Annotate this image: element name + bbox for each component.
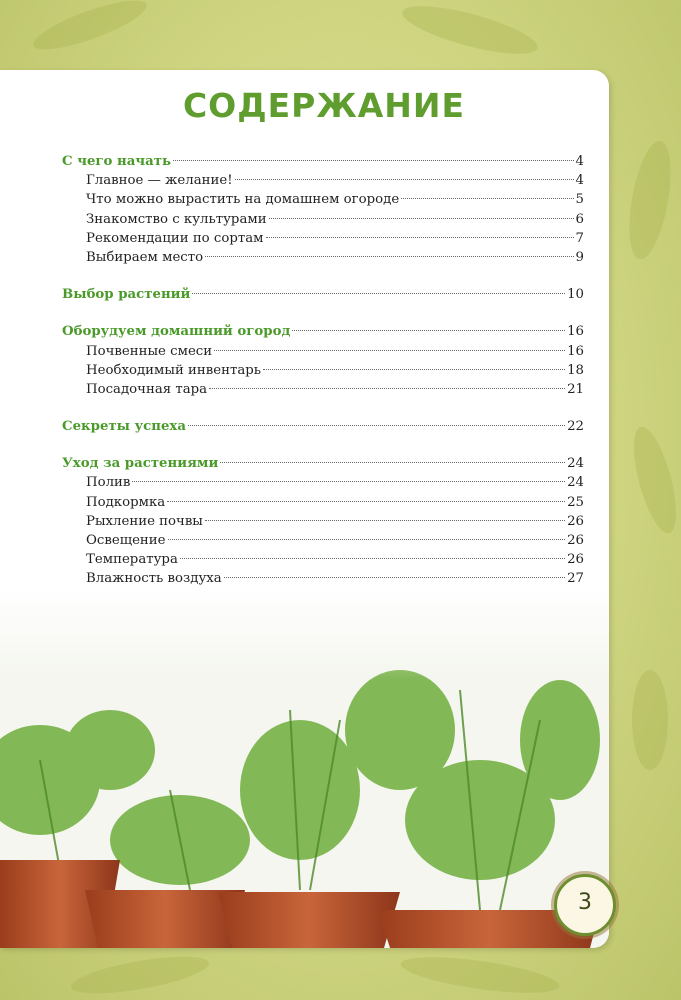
toc-section	[62, 322, 584, 399]
toc-entry-title: Подкормка	[86, 494, 166, 510]
toc-chapter[interactable]	[62, 285, 584, 304]
toc-entry-page-number: 26	[567, 533, 584, 548]
toc-entry-page-number: 25	[567, 494, 584, 510]
toc-chapter[interactable]	[62, 152, 584, 171]
dot-leader	[209, 388, 565, 389]
dot-leader	[220, 462, 565, 463]
toc-entry-page-number: 4	[575, 173, 584, 189]
dot-leader	[292, 330, 565, 331]
toc-entry[interactable]	[62, 342, 584, 361]
toc-entry-page-number: 6	[575, 211, 584, 227]
dot-leader	[214, 350, 565, 351]
toc-chapter-title: Секреты успеха	[62, 419, 186, 435]
toc-section	[62, 285, 584, 304]
toc-entry[interactable]	[62, 171, 584, 190]
toc-entry-title: Главное — желание!	[86, 173, 233, 189]
toc-entry[interactable]	[62, 531, 584, 550]
dot-leader	[173, 160, 574, 161]
dot-leader	[205, 520, 565, 521]
toc-chapter-title: Выбор растений	[62, 287, 191, 303]
toc-entry[interactable]	[62, 210, 584, 229]
toc-entry-title: Почвенные смеси	[86, 343, 213, 359]
dot-leader	[168, 539, 566, 540]
toc-entry-page-number: 26	[567, 552, 584, 568]
dot-leader	[188, 425, 565, 426]
dot-leader	[132, 481, 565, 482]
toc-entry-title: Знакомство с культурами	[86, 211, 267, 227]
dot-leader	[205, 256, 573, 257]
toc-entry[interactable]	[62, 190, 584, 209]
toc-entry-page-number: 21	[567, 381, 584, 397]
herb-pots-photo	[0, 590, 609, 948]
toc-entry[interactable]	[62, 361, 584, 380]
toc-chapter-title: С чего начать	[62, 154, 172, 169]
toc-entry-page-number: 26	[567, 513, 584, 529]
dot-leader	[269, 218, 574, 219]
toc-entry-title: Влажность воздуха	[86, 571, 222, 587]
toc-entry-title: Освещение	[86, 533, 166, 548]
toc-section	[62, 454, 584, 588]
toc-entry-title: Температура	[86, 552, 178, 568]
toc-entry-page-number: 7	[575, 230, 584, 246]
toc-chapter-page-number: 10	[567, 287, 584, 303]
toc-chapter[interactable]	[62, 322, 584, 341]
toc-chapter-page-number: 24	[567, 456, 584, 472]
toc-entry[interactable]	[62, 493, 584, 512]
toc-entry-title: Рекомендации по сортам	[86, 230, 264, 246]
page-title: СОДЕРЖАНИЕ	[182, 86, 466, 125]
dot-leader	[167, 501, 565, 502]
toc-entry[interactable]	[62, 569, 584, 588]
toc-entry-title: Посадочная тара	[86, 381, 208, 397]
toc-entry-page-number: 24	[567, 475, 584, 491]
toc-entry[interactable]	[62, 473, 584, 492]
toc-entry-title: Что можно вырастить на домашнем огороде	[86, 192, 400, 208]
toc-section	[62, 417, 584, 436]
toc-chapter-page-number: 4	[575, 154, 584, 169]
dot-leader	[401, 198, 573, 199]
toc-chapter-title: Оборудуем домашний огород	[62, 324, 291, 340]
dot-leader	[266, 237, 574, 238]
dot-leader	[263, 369, 565, 370]
toc-entry[interactable]	[62, 512, 584, 531]
toc-entry-title: Полив	[86, 475, 131, 491]
toc-chapter[interactable]	[62, 417, 584, 436]
toc-entry-page-number: 5	[575, 192, 584, 208]
toc-entry[interactable]	[62, 380, 584, 399]
toc-entry[interactable]	[62, 550, 584, 569]
toc-entry-page-number: 16	[567, 343, 584, 359]
dot-leader	[235, 179, 574, 180]
toc-chapter-title: Уход за растениями	[62, 456, 219, 472]
toc-entry-page-number: 27	[567, 571, 584, 587]
toc-entry-page-number: 18	[567, 362, 584, 378]
contents-page	[0, 70, 609, 948]
toc-chapter-page-number: 16	[567, 324, 584, 340]
page-number-badge: 3	[554, 874, 616, 936]
toc-chapter[interactable]	[62, 454, 584, 473]
toc-section	[62, 152, 584, 267]
toc-entry-title: Рыхление почвы	[86, 513, 203, 529]
toc-entry-title: Выбираем место	[86, 249, 204, 265]
toc-chapter-page-number: 22	[567, 419, 584, 435]
toc-entry-page-number: 9	[575, 249, 584, 265]
toc-entry[interactable]	[62, 248, 584, 267]
dot-leader	[192, 293, 565, 294]
dot-leader	[224, 577, 565, 578]
toc-entry-title: Необходимый инвентарь	[86, 362, 262, 378]
toc-entry[interactable]	[62, 229, 584, 248]
dot-leader	[180, 558, 565, 559]
